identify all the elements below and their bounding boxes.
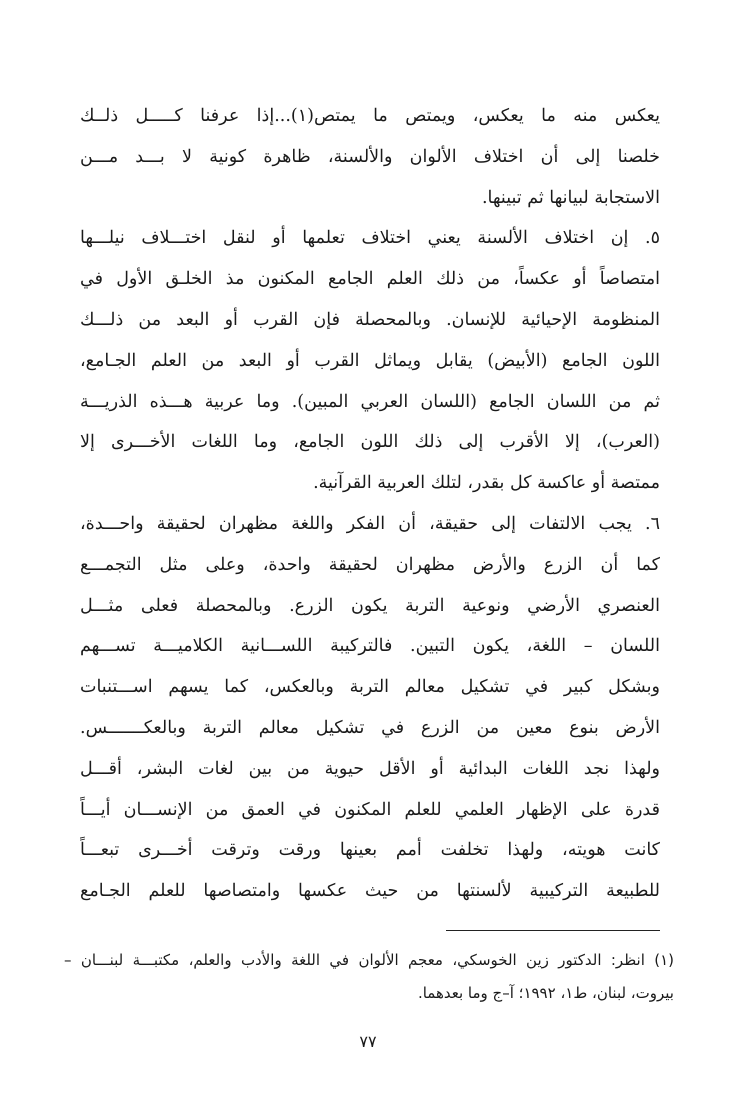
text-line: للطبيعة التركيبية لألسنتها من حيث عكسها وامتصاصها للعلم الجـامع <box>80 881 660 902</box>
text-line: الاستجابة لبيانها ثم تبينها. <box>481 187 660 208</box>
text-line: قدرة على الإظهار العلمي للعلم المكنون في العمق من الإنســـان أيـــاً <box>80 799 660 820</box>
text-line: العنصري الأرضي ونوعية التربة يكون الزرع. وبالمحصلة فعلى مثـــل <box>80 595 660 616</box>
text-line: خلصنا إلى أن اختلاف الألوان والألسنة، ظاهرة كونية لا بـــد مـــن <box>80 146 660 167</box>
text-line: ولهذا نجد اللغات البدائية أو الأقل حيوية من بين لغات البشر، أقـــل <box>80 758 660 779</box>
body-text <box>80 96 660 912</box>
text-line: وبشكل كبير في تشكيل معالم التربة وبالعكس، كما يسهم اســـتنبات <box>80 677 660 698</box>
text-line: يعكس منه ما يعكس، ويمتص ما يمتص(١)...إذا عرفنا كـــــل ذلــك <box>80 106 660 126</box>
text-line: كانت هويته، ولهذا تخلفت أمم بعينها ورقت وترقت أخـــرى تبعـــاً <box>80 840 660 861</box>
text-line: (العرب)، إلا الأقرب إلى ذلك اللون الجامع، وما اللغات الأخـــرى إلا <box>80 432 660 453</box>
text-line: الأرض بنوع معين من الزرع في تشكيل معالم التربة وبالعكـــــــس. <box>80 717 660 738</box>
text-line: ممتصة أو عاكسة كل بقدر، لتلك العربية القرآنية. <box>313 473 660 494</box>
text-line: كما أن الزرع والأرض مظهران لحقيقة واحدة، وعلى مثل التجمـــع <box>80 554 660 575</box>
footnote <box>64 944 674 1010</box>
text-line: امتصاصاً أو عكساً، من ذلك العلم الجامع المكنون مذ الخلـق الأول في <box>80 269 660 290</box>
footnote-divider <box>446 930 660 931</box>
page-number: ٧٧ <box>359 1032 377 1051</box>
text-line: المنظومة الإحيائية للإنسان. وبالمحصلة فإن القرب أو البعد من ذلـــك <box>80 309 660 330</box>
text-line: ٦. يجب الالتفات إلى حقيقة، أن الفكر واللغة مظهران لحقيقة واحـــدة، <box>80 513 660 534</box>
footnote-line: بيروت، لبنان، ط١، ١٩٩٢؛ آ–ج وما بعدهما. <box>417 984 674 1002</box>
text-line: اللون الجامع (الأبيض) يقابل ويماثل القرب أو البعد من العلم الجـامع، <box>80 350 660 371</box>
footnote-line: (١) انظر: الدكتور زين الخوسكي، معجم الألوان في اللغة والأدب والعلم، مكتبـــة لبنـــان – <box>64 951 674 969</box>
text-line: ثم من اللسان الجامع (اللسان العربي المبين). وما عربية هـــذه الذريـــة <box>80 391 660 412</box>
text-line: اللسان – اللغة، يكون التبين. فالتركيبة اللســـانية الكلاميـــة تســـهم <box>80 636 660 657</box>
text-line: ٥. إن اختلاف الألسنة يعني اختلاف تعلمها أو لنقل اختـــلاف نيلـــها <box>80 228 660 249</box>
